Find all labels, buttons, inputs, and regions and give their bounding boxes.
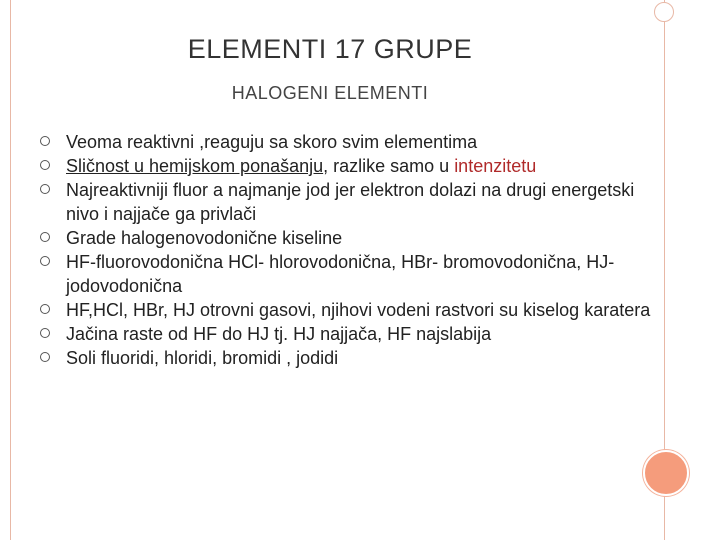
decorative-bottom-circle-icon bbox=[643, 450, 689, 496]
hollow-circle-icon bbox=[40, 160, 50, 170]
bullet-text: HF,HCl, HBr, HJ otrovni gasovi, njihovi vodeni rastvori su kiselog karatera bbox=[66, 300, 651, 320]
hollow-circle-icon bbox=[40, 232, 50, 242]
bullet-item bbox=[40, 298, 660, 322]
bullet-text-underlined: Sličnost u hemijskom ponašanju bbox=[66, 156, 324, 176]
decorative-left-line bbox=[10, 0, 11, 540]
hollow-circle-icon bbox=[40, 304, 50, 314]
hollow-circle-icon bbox=[40, 184, 50, 194]
slide-title: ELEMENTI 17 GRUPE bbox=[187, 34, 473, 64]
bullet-item bbox=[40, 226, 660, 250]
bullet-text: HF-fluorovodonična HCl- hlorovodonična, HBr- bromovodonična, HJ- jodovodonična bbox=[66, 252, 615, 296]
bullet-item bbox=[40, 154, 660, 178]
bullet-item bbox=[40, 130, 660, 154]
bullet-list bbox=[40, 130, 660, 370]
hollow-circle-icon bbox=[40, 352, 50, 362]
bullet-text: Veoma reaktivni ,reaguju sa skoro svim elementima bbox=[66, 132, 478, 152]
bullet-text: Jačina raste od HF do HJ tj. HJ najjača, HF najslabija bbox=[66, 324, 492, 344]
bullet-item bbox=[40, 346, 660, 370]
bullet-item bbox=[40, 250, 660, 298]
hollow-circle-icon bbox=[40, 328, 50, 338]
bullet-text: Grade halogenovodonične kiseline bbox=[66, 228, 343, 248]
hollow-circle-icon bbox=[40, 256, 50, 266]
hollow-circle-icon bbox=[40, 136, 50, 146]
decorative-top-circle-icon bbox=[654, 2, 674, 22]
bullet-item bbox=[40, 178, 660, 226]
bullet-text: Soli fluoridi, hloridi, bromidi , jodidi bbox=[66, 348, 339, 368]
bullet-text: , razlike samo u bbox=[323, 156, 455, 176]
bullet-text: Najreaktivniji fluor a najmanje jod jer elektron dolazi na drugi energetski nivo i najjače ga privlači bbox=[66, 180, 635, 224]
bullet-item bbox=[40, 322, 660, 346]
slide-subtitle: HALOGENI ELEMENTI bbox=[231, 83, 429, 103]
bullet-text-accent: intenzitetu bbox=[454, 156, 537, 176]
